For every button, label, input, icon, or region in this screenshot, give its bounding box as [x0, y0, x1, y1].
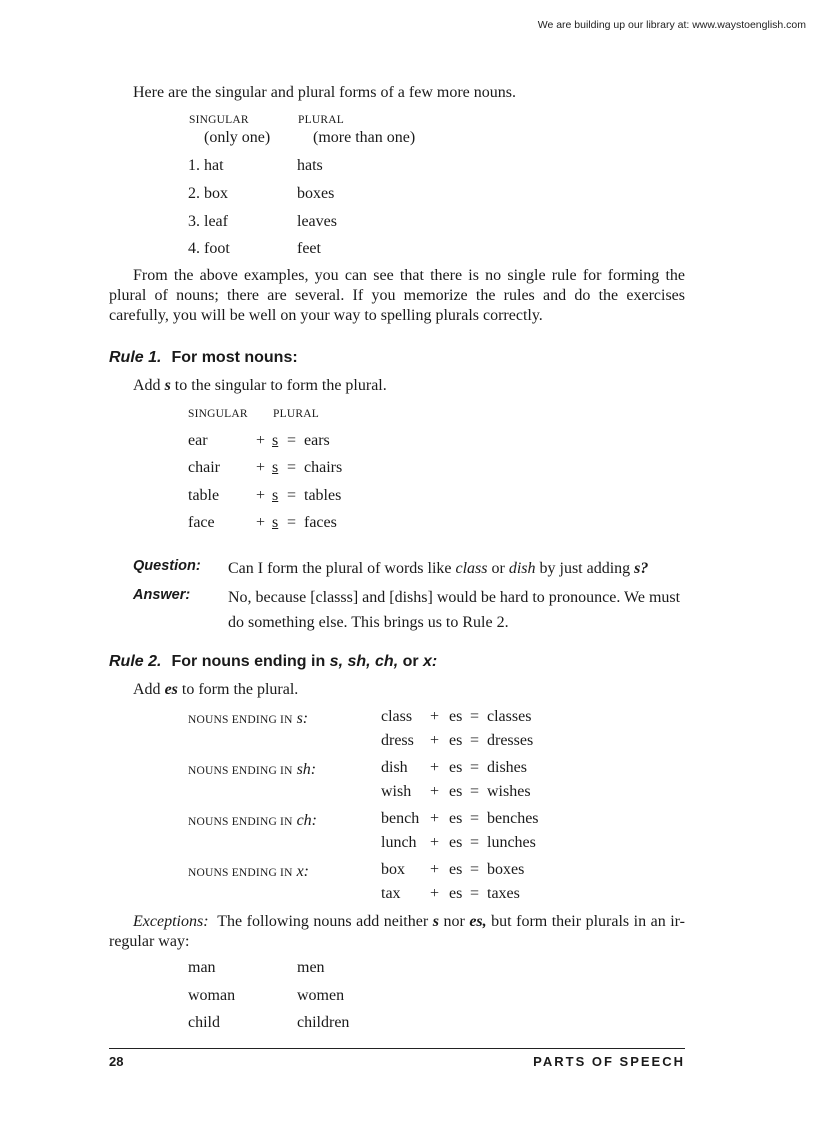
- q-pre: Can I form the plural of words like: [228, 560, 456, 577]
- exception-plural: women: [297, 987, 345, 1004]
- group-label-text: NOUNS ENDING IN: [188, 867, 293, 879]
- suffix-es: es: [449, 783, 463, 800]
- table1-singular: 2. box: [188, 185, 228, 202]
- plus-sign: +: [430, 708, 440, 725]
- equals-sign: =: [287, 432, 297, 449]
- rule2-word: tax: [381, 885, 401, 902]
- rule1-col2-header: PLURAL: [273, 408, 319, 420]
- table1-singular: 3. leaf: [188, 213, 228, 230]
- suffix-es: es: [449, 708, 463, 725]
- plus-sign: +: [430, 783, 440, 800]
- question-text: [228, 556, 686, 581]
- rule1-word: table: [188, 487, 220, 504]
- rule1-heading: [109, 349, 298, 367]
- group-label-ch: [188, 812, 317, 830]
- rule2-result: taxes: [487, 885, 520, 902]
- rule1-instruction: [133, 377, 387, 395]
- exceptions-t1: The following nouns add neither: [208, 913, 433, 930]
- rule2-instruction: [133, 681, 298, 699]
- equals-sign: =: [470, 861, 480, 878]
- suffix-es: es: [449, 861, 463, 878]
- rule2-result: wishes: [487, 783, 531, 800]
- group-label-text: NOUNS ENDING IN: [188, 816, 293, 828]
- rule2-instr-post: to form the plural.: [177, 681, 299, 698]
- plus-sign: +: [430, 885, 440, 902]
- group-label-text: NOUNS ENDING IN: [188, 765, 293, 777]
- equals-sign: =: [470, 759, 480, 776]
- q-mid: or: [487, 560, 509, 577]
- page-number: 28: [109, 1054, 124, 1069]
- section-title: PARTS OF SPEECH: [533, 1054, 685, 1069]
- table1-plural: feet: [297, 240, 321, 257]
- rule1-result: ears: [304, 432, 330, 449]
- group-ending: ch:: [296, 812, 318, 829]
- exception-singular: woman: [188, 987, 236, 1004]
- table1-plural: boxes: [297, 185, 335, 202]
- rule2-result: lunches: [487, 834, 536, 851]
- table1-singular: 4. foot: [188, 240, 230, 257]
- table1-plural: hats: [297, 157, 323, 174]
- suffix-es: es: [449, 810, 463, 827]
- rule2-label: Rule 2.: [109, 653, 162, 670]
- rule2-title-em2: x:: [423, 653, 438, 670]
- answer-label: Answer:: [133, 587, 191, 603]
- q-em-s: s?: [634, 560, 649, 577]
- examples-paragraph: From the above examples, you can see that there is no single rule for forming the plural of nouns; there are several. If you memorize the rules and do the exercises carefully, you will be well on your way to spelling plurals correctly.: [109, 267, 685, 324]
- rule2-instr-em: es: [164, 681, 178, 698]
- rule1-label: Rule 1.: [109, 349, 162, 366]
- group-label-x: [188, 863, 309, 881]
- exception-plural: men: [297, 959, 325, 976]
- suffix-es: es: [449, 885, 463, 902]
- plus-sign: +: [430, 732, 440, 749]
- footer-divider: [109, 1048, 685, 1049]
- q-em-class: class: [455, 560, 488, 577]
- plus-sign: +: [256, 432, 266, 449]
- table1-col1-header: SINGULAR: [189, 114, 249, 126]
- rule2-title-em: s, sh, ch,: [329, 653, 399, 670]
- site-banner: We are building up our library at: www.waystoenglish.com: [537, 19, 806, 31]
- suffix-es: es: [449, 759, 463, 776]
- rule2-result: benches: [487, 810, 539, 827]
- table1-col2-header: PLURAL: [298, 114, 344, 126]
- plus-sign: +: [256, 514, 266, 531]
- rule1-result: faces: [304, 514, 337, 531]
- equals-sign: =: [470, 834, 480, 851]
- rule2-heading: [109, 653, 437, 671]
- rule2-result: dresses: [487, 732, 534, 749]
- table1-col1-sub: (only one): [204, 129, 271, 146]
- rule2-result: classes: [487, 708, 532, 725]
- table1-singular: 1. hat: [188, 157, 224, 174]
- rule2-word: box: [381, 861, 405, 878]
- exceptions-em-s: s: [432, 913, 439, 930]
- rule2-word: wish: [381, 783, 412, 800]
- suffix-es: es: [449, 834, 463, 851]
- suffix-s: s: [272, 487, 279, 504]
- rule1-instr-post: to the singular to form the plural.: [170, 377, 387, 394]
- plus-sign: +: [256, 487, 266, 504]
- plus-sign: +: [430, 861, 440, 878]
- rule2-result: boxes: [487, 861, 525, 878]
- group-label-s: [188, 710, 308, 728]
- group-ending: sh:: [296, 761, 317, 778]
- equals-sign: =: [470, 783, 480, 800]
- equals-sign: =: [287, 514, 297, 531]
- exceptions-t2: nor: [438, 913, 470, 930]
- rule1-col1-header: SINGULAR: [188, 408, 248, 420]
- group-label-text: NOUNS ENDING IN: [188, 714, 293, 726]
- rule1-instr-pre: Add: [133, 377, 165, 394]
- rule2-word: class: [381, 708, 413, 725]
- rule2-word: bench: [381, 810, 420, 827]
- rule2-title-pre: For nouns ending in: [171, 653, 330, 670]
- answer-text: No, because [classs] and [dishs] would be hard to pronounce. We must do something else. This brings us to Rule 2.: [228, 589, 681, 631]
- suffix-es: es: [449, 732, 463, 749]
- rule2-word: dress: [381, 732, 414, 749]
- equals-sign: =: [470, 708, 480, 725]
- plus-sign: +: [430, 759, 440, 776]
- plus-sign: +: [430, 810, 440, 827]
- rule1-instr-em: s: [164, 377, 171, 394]
- suffix-s: s: [272, 514, 279, 531]
- table1-plural: leaves: [297, 213, 337, 230]
- exception-singular: child: [188, 1014, 220, 1031]
- exception-plural: children: [297, 1014, 350, 1031]
- table1-col2-sub: (more than one): [313, 129, 416, 146]
- equals-sign: =: [470, 810, 480, 827]
- exceptions-em-es: es,: [469, 913, 487, 930]
- rule2-title-mid: or: [398, 653, 424, 670]
- rule2-instr-pre: Add: [133, 681, 165, 698]
- rule1-result: tables: [304, 487, 342, 504]
- rule2-word: dish: [381, 759, 408, 776]
- intro-text: Here are the singular and plural forms of a few more nouns.: [133, 84, 516, 101]
- equals-sign: =: [470, 732, 480, 749]
- equals-sign: =: [470, 885, 480, 902]
- equals-sign: =: [287, 487, 297, 504]
- question-label: Question:: [133, 558, 201, 574]
- exceptions-label: Exceptions:: [133, 913, 209, 930]
- rule2-word: lunch: [381, 834, 417, 851]
- q-em-dish: dish: [508, 560, 536, 577]
- exceptions-paragraph: [109, 912, 685, 952]
- rule1-result: chairs: [304, 459, 343, 476]
- rule1-title: For most nouns:: [171, 349, 298, 366]
- plus-sign: +: [256, 459, 266, 476]
- equals-sign: =: [287, 459, 297, 476]
- group-ending: s:: [296, 710, 309, 727]
- exception-singular: man: [188, 959, 216, 976]
- suffix-s: s: [272, 432, 279, 449]
- group-label-sh: [188, 761, 316, 779]
- rule2-result: dishes: [487, 759, 527, 776]
- suffix-s: s: [272, 459, 279, 476]
- exceptions-t3: but form their plurals in an ir-regular way:: [109, 913, 685, 950]
- plus-sign: +: [430, 834, 440, 851]
- group-ending: x:: [296, 863, 310, 880]
- rule1-word: chair: [188, 459, 220, 476]
- rule1-word: ear: [188, 432, 208, 449]
- q-mid2: by just adding: [535, 560, 635, 577]
- rule1-word: face: [188, 514, 215, 531]
